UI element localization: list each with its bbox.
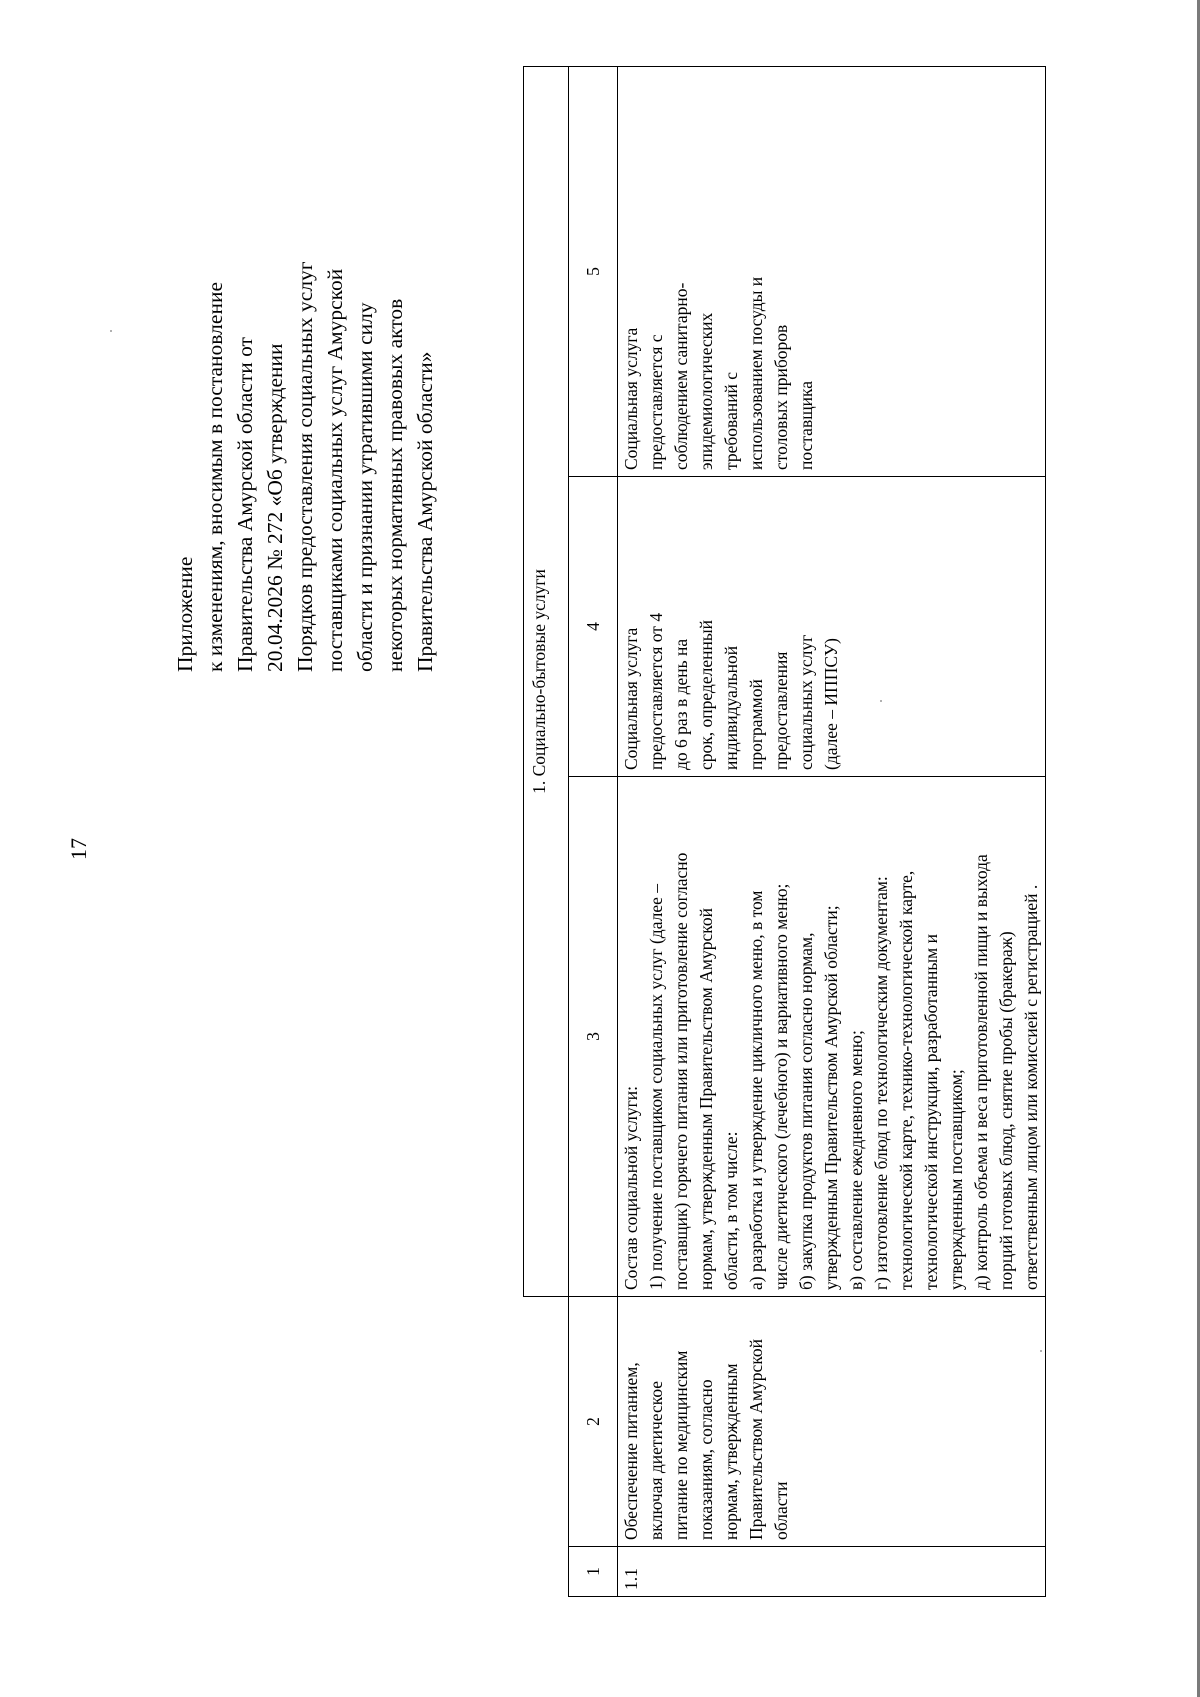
- term-line: Социальная услуга: [621, 627, 641, 770]
- term-line: (далее – ИППСУ): [821, 638, 841, 770]
- composition-line: ответственным лицом или комиссией с регистрацией .: [1021, 884, 1041, 1290]
- appendix-line: 20.04.2026 № 272 «Об утверждении: [263, 343, 287, 672]
- composition-line: области, в том числе:: [721, 1131, 741, 1290]
- term-line: социальных услуг: [796, 634, 816, 770]
- composition-line: г) изготовление блюд по технологическим документам:: [871, 876, 891, 1290]
- composition-line: 1) получение поставщиком социальных услуг (далее –: [646, 883, 666, 1290]
- service-name-line: показаниям, согласно: [696, 1379, 716, 1540]
- header-row: [569, 66, 618, 1596]
- service-name-line: нормам, утвержденным: [721, 1363, 741, 1540]
- appendix-line: Приложение: [173, 556, 197, 672]
- composition-line: технологической карте, технико-технологической карте,: [896, 870, 916, 1290]
- service-name-line: Обеспечение питанием,: [621, 1362, 641, 1540]
- section-title: 1. Социально-бытовые услуги: [524, 66, 569, 1296]
- composition-line: Состав социальной услуги:: [621, 1085, 641, 1290]
- composition-line: утвержденным поставщиком;: [946, 1069, 966, 1290]
- service-name-line: Правительством Амурской: [746, 1338, 766, 1540]
- service-composition-cell: [618, 777, 1046, 1297]
- column-header: 5: [569, 66, 618, 476]
- conditions-line: предоставляется с: [646, 334, 666, 470]
- composition-line: порций готовых блюд, снятие пробы (бракераж): [996, 931, 1016, 1290]
- appendix-line: Правительства Амурской области от: [233, 337, 257, 672]
- service-name-cell: [618, 1297, 1046, 1547]
- services-table: [523, 66, 1046, 1597]
- composition-line: утвержденным Правительством Амурской области;: [821, 905, 841, 1290]
- composition-line: нормам, утвержденным Правительством Амурской: [696, 908, 716, 1290]
- composition-line: в) составление ежедневного меню;: [846, 1030, 866, 1290]
- column-header: 1: [569, 1547, 618, 1597]
- conditions-line: Социальная услуга: [621, 327, 641, 470]
- term-line: предоставления: [771, 651, 791, 770]
- service-conditions-cell: [618, 66, 1046, 476]
- term-line: срок, определенный: [696, 620, 716, 770]
- column-header: 3: [569, 777, 618, 1297]
- service-term-cell: [618, 477, 1046, 777]
- conditions-line: требований с: [721, 371, 741, 470]
- composition-line: б) закупка продуктов питания согласно нормам,: [796, 932, 816, 1290]
- conditions-line: использованием посуды и: [746, 276, 766, 470]
- appendix-line: Правительства Амурской области»: [413, 351, 437, 672]
- section-spacer: [524, 1297, 569, 1597]
- column-header: 4: [569, 477, 618, 777]
- term-line: индивидуальной: [721, 645, 741, 770]
- column-header: 2: [569, 1297, 618, 1547]
- term-line: до 6 раз в день на: [671, 638, 691, 770]
- composition-line: поставщик) горячего питания или приготовление согласно: [671, 852, 691, 1290]
- composition-line: а) разработка и утверждение цикличного меню, в том: [746, 890, 766, 1290]
- term-line: программой: [746, 679, 766, 770]
- services-table-container: [523, 67, 1046, 1597]
- appendix-header: [170, 152, 440, 672]
- scan-speck: [110, 330, 112, 332]
- service-name-line: питание по медицинским: [671, 1350, 691, 1540]
- page-number: 17: [66, 838, 91, 860]
- composition-line: технологической инструкции, разработанным и: [921, 934, 941, 1290]
- composition-line: д) контроль объема и веса приготовленной пищи и выхода: [971, 854, 991, 1290]
- conditions-line: соблюдением санитарно-: [671, 282, 691, 470]
- service-name-line: включая диетическое: [646, 1380, 666, 1540]
- composition-line: числе диетического (лечебного) и вариативного меню;: [771, 883, 791, 1290]
- term-line: предоставляется от 4: [646, 612, 666, 770]
- conditions-line: эпидемиологических: [696, 312, 716, 470]
- section-row: [524, 66, 569, 1596]
- conditions-line: столовых приборов: [771, 324, 791, 470]
- table-row: [618, 66, 1046, 1596]
- appendix-line: некоторых нормативных правовых актов: [383, 298, 407, 672]
- service-name-line: области: [771, 1481, 791, 1540]
- conditions-line: поставщика: [796, 380, 816, 470]
- row-number: 1.1: [618, 1547, 1046, 1597]
- appendix-line: Порядков предоставления социальных услуг: [293, 261, 317, 672]
- appendix-line: области и признании утратившими силу: [353, 302, 377, 672]
- appendix-line: поставщиками социальных услуг Амурской: [323, 268, 347, 672]
- appendix-line: к изменениям, вносимым в постановление: [203, 281, 227, 672]
